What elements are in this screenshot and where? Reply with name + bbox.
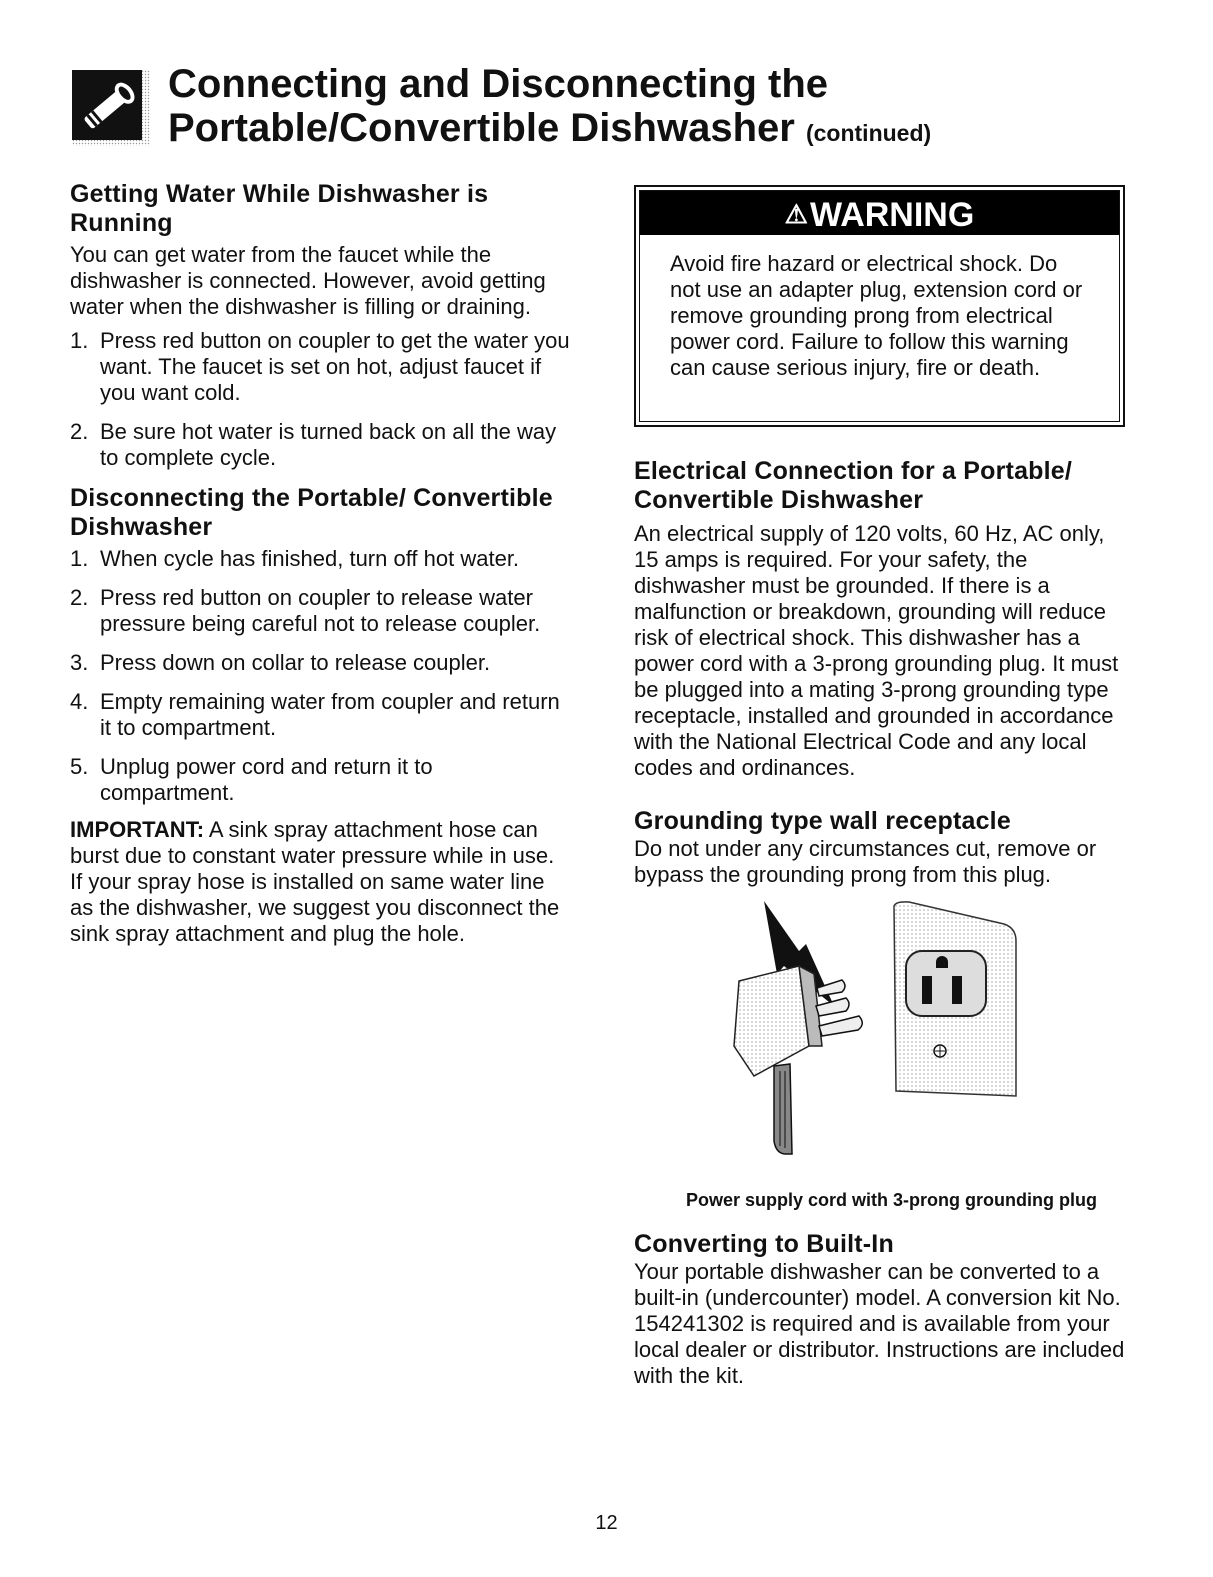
list-item <box>70 419 570 471</box>
list-item <box>70 585 570 637</box>
section-intro: You can get water from the faucet while the dishwasher is connected. However, avoid getting water when the dishwasher is filling or draining. <box>70 242 546 319</box>
warning-label: WARNING <box>809 196 975 234</box>
step-number: 1. <box>70 328 89 353</box>
section-heading-getting-water: Getting Water While Dishwasher is Running <box>70 180 489 237</box>
title-line1: Connecting and Disconnecting the <box>168 62 829 106</box>
left-column <box>70 180 570 947</box>
flashlight-icon <box>72 70 150 146</box>
grounding-text: Do not under any circumstances cut, remove or bypass the grounding prong from this plug. <box>634 836 1097 887</box>
disconnecting-steps <box>70 546 570 806</box>
step-text: Unplug power cord and return it to compartment. <box>100 754 433 805</box>
plug-receptacle-illustration <box>634 896 1129 1181</box>
warning-header <box>640 191 1119 235</box>
section-heading-converting: Converting to Built-In <box>634 1230 894 1258</box>
important-text: A sink spray attachment hose can burst due to constant water pressure while in use. If your spray hose is installed on same water line as the dishwasher, we suggest you disconnect the sink spray attachment and plug the hole. <box>70 817 560 946</box>
converting-text: Your portable dishwasher can be converted to a built-in (undercounter) model. A conversion kit No. 154241302 is required and is available from your local dealer or distributor. Instructions are included with the kit. <box>634 1259 1125 1388</box>
list-item <box>70 754 570 806</box>
step-number: 5. <box>70 754 89 779</box>
warning-text: Avoid fire hazard or electrical shock. Do not use an adapter plug, extension cord or remove grounding prong from electrical power cord. Failure to follow this warning can cause serious injury, fire or death. <box>670 251 1083 380</box>
step-number: 2. <box>70 585 89 610</box>
right-column <box>634 185 1129 1389</box>
electrical-section <box>634 457 1129 781</box>
step-number: 2. <box>70 419 89 444</box>
step-text: Be sure hot water is turned back on all the way to complete cycle. <box>100 419 557 470</box>
step-text: Press red button on coupler to get the water you want. The faucet is set on hot, adjust faucet if you want cold. <box>100 328 570 405</box>
step-number: 4. <box>70 689 89 714</box>
step-text: Empty remaining water from coupler and return it to compartment. <box>100 689 560 740</box>
section-heading-electrical: Electrical Connection for a Portable/ Convertible Dishwasher <box>634 457 1073 514</box>
step-number: 3. <box>70 650 89 675</box>
list-item <box>70 328 570 406</box>
section-heading-disconnecting: Disconnecting the Portable/ Convertible Dishwasher <box>70 484 553 541</box>
warning-triangle-icon: ⚠ <box>784 199 808 229</box>
list-item <box>70 546 570 572</box>
step-text: When cycle has finished, turn off hot water. <box>100 546 520 571</box>
section-heading-grounding: Grounding type wall receptacle <box>634 807 1011 835</box>
important-note <box>70 817 570 947</box>
page-title <box>168 62 931 155</box>
step-text: Press red button on coupler to release water pressure being careful not to release coupler. <box>100 585 541 636</box>
step-number: 1. <box>70 546 89 571</box>
plug-receptacle-image <box>634 896 1129 1181</box>
title-suffix: (continued) <box>805 120 932 146</box>
warning-box <box>634 185 1125 427</box>
grounding-section <box>634 807 1129 888</box>
important-label: IMPORTANT: <box>70 817 205 842</box>
page-number: 12 <box>595 1512 618 1534</box>
list-item <box>70 650 570 676</box>
disconnecting-section <box>70 484 570 947</box>
converting-section <box>634 1230 1129 1389</box>
step-text: Press down on collar to release coupler. <box>100 650 491 675</box>
electrical-text: An electrical supply of 120 volts, 60 Hz, AC only, 15 amps is required. For your safety, the dishwasher must be grounded. If there is a malfunction or breakdown, grounding will reduce risk of electrical shock. This dishwasher has a power cord with a 3-prong grounding plug. It must be plugged into a mating 3-prong grounding type receptacle, installed and grounded in accordance with the National Electrical Code and any local codes and ordinances. <box>634 521 1119 780</box>
list-item <box>70 689 570 741</box>
getting-water-steps <box>70 328 570 471</box>
figure-caption: Power supply cord with 3-prong grounding plug <box>686 1190 1097 1210</box>
title-line2: Portable/Convertible Dishwasher <box>168 106 795 150</box>
